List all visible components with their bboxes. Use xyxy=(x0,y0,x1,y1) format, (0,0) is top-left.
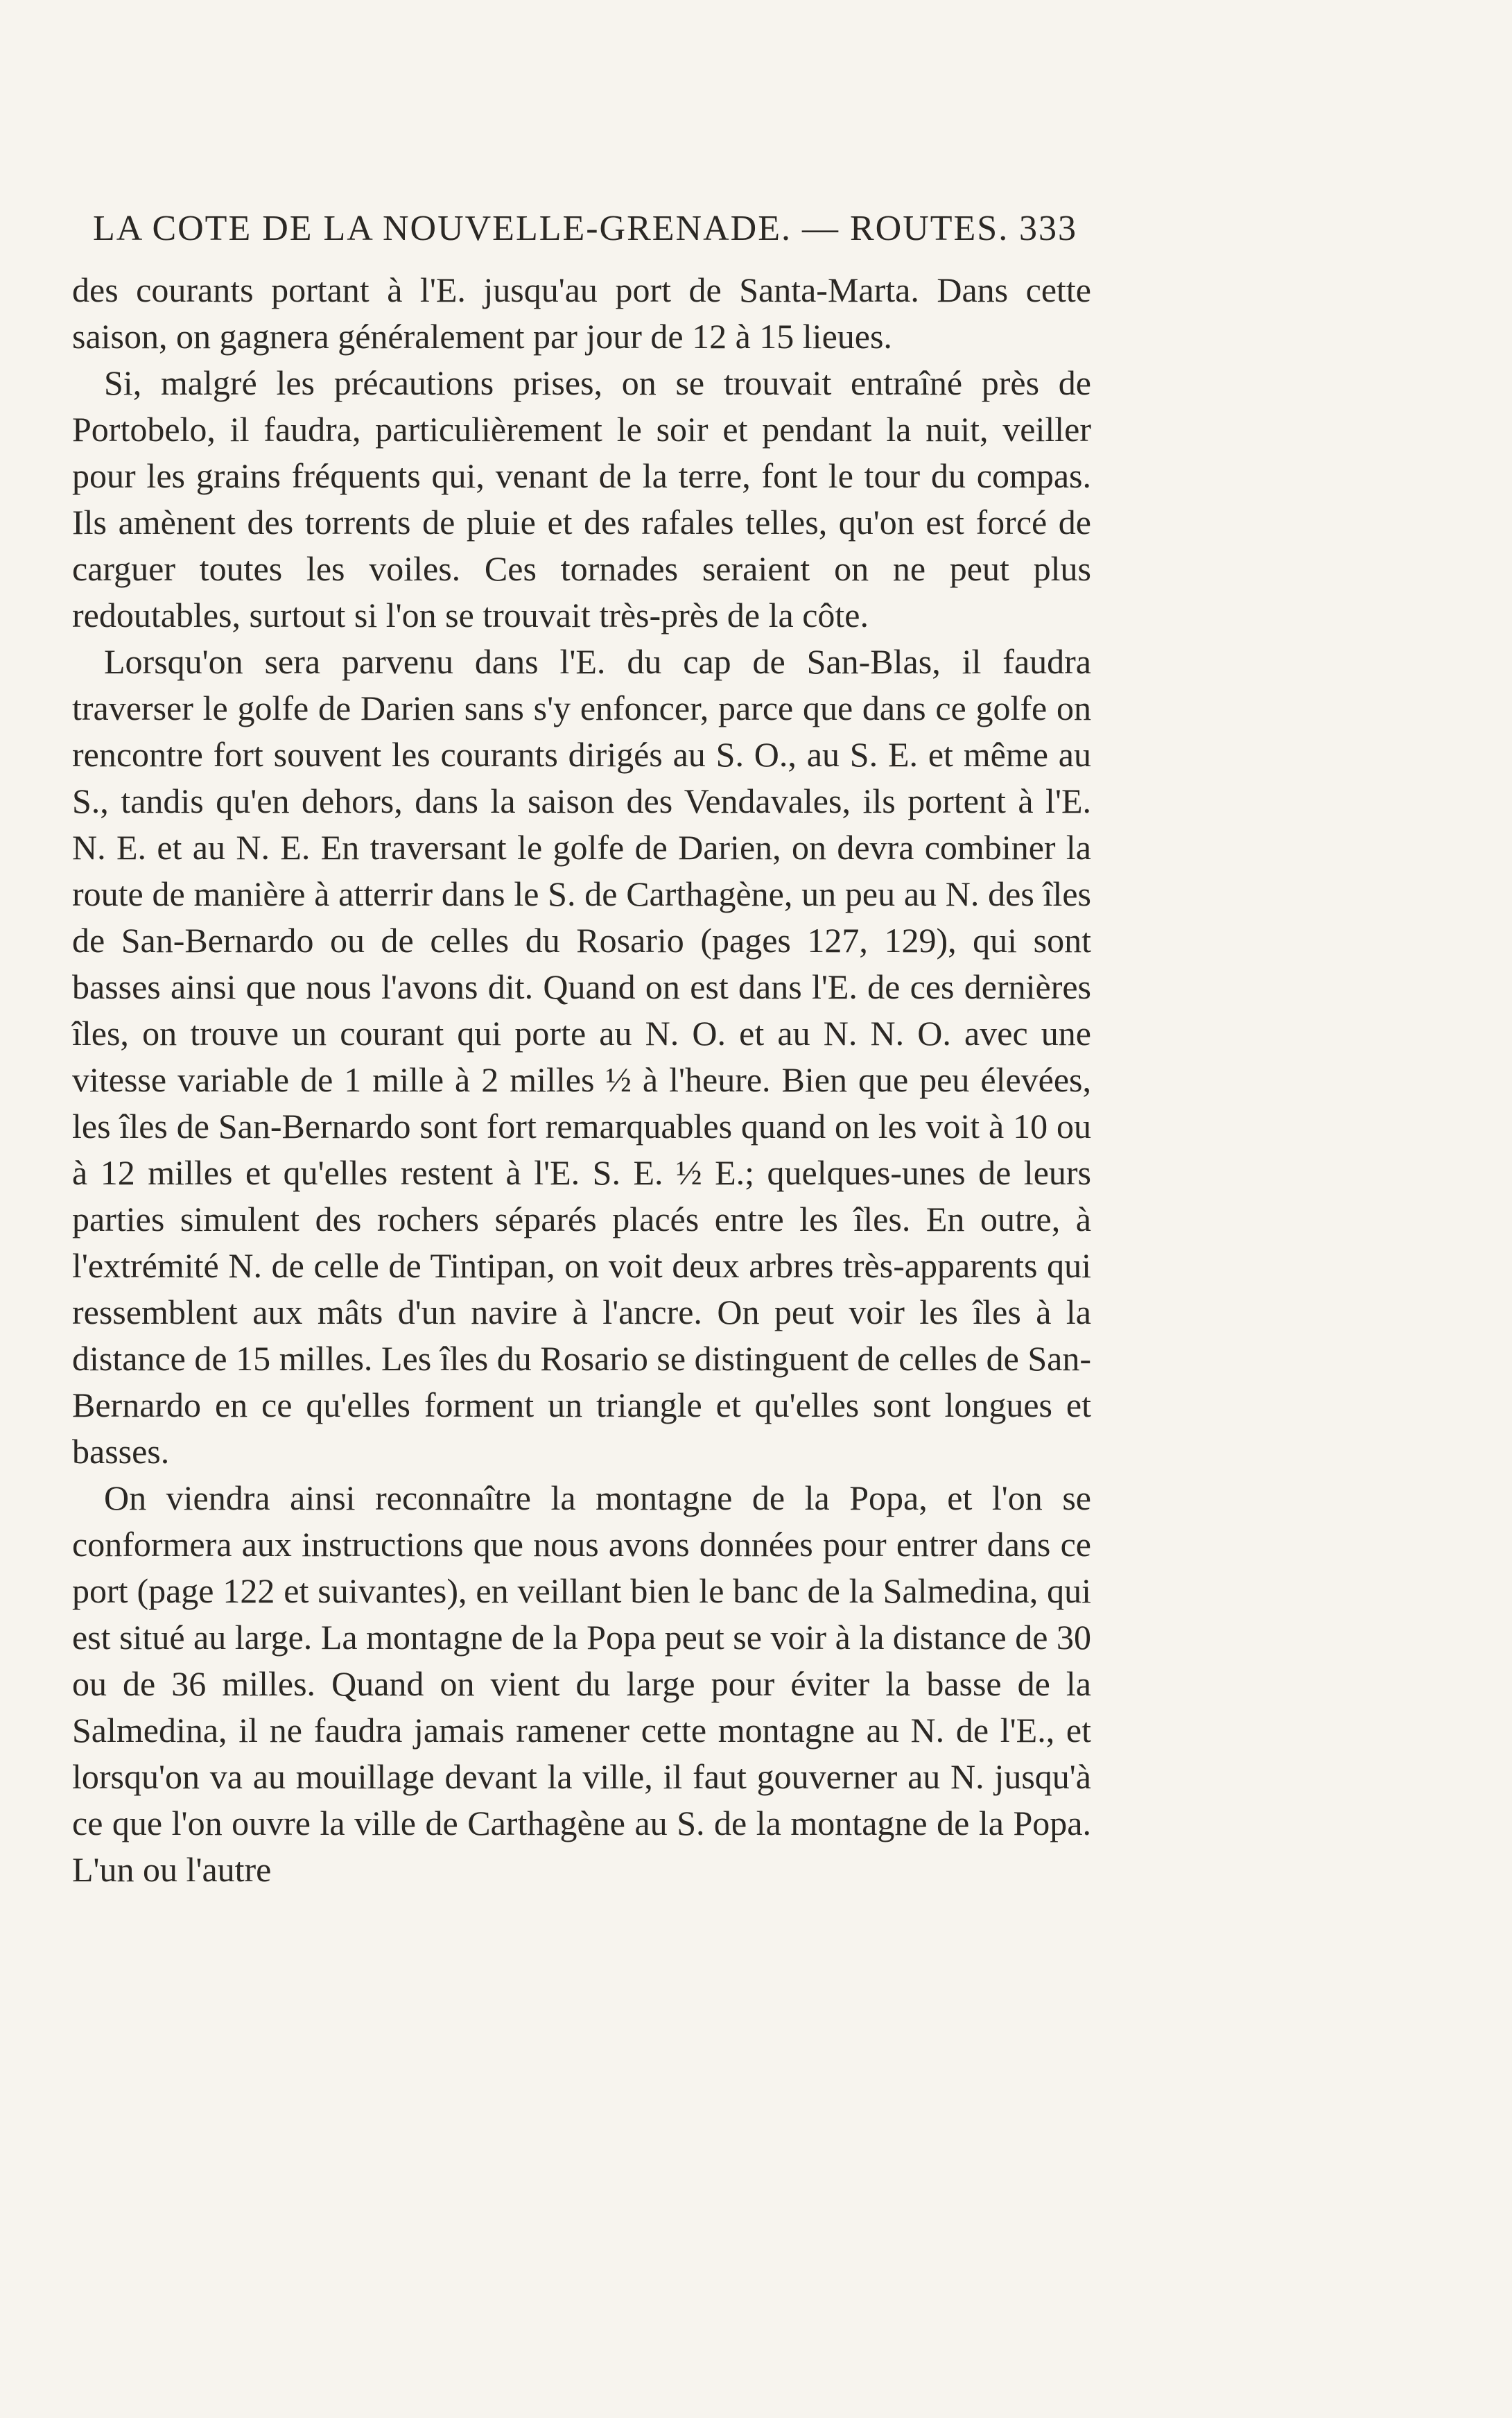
paragraph-darien: Lorsqu'on sera parvenu dans l'E. du cap de San-Blas, il faudra traverser le golfe de Darien sans s'y enfoncer, parce que dans ce golfe on rencontre fort souvent les courants dirigés au S. O., au S. E. et même au S., tandis qu'en dehors, dans la saison des Vendavales, ils portent à l'E. N. E. et au N. E. En traversant le golfe de Darien, on devra combiner la route de manière à atterrir dans le S. de Carthagène, un peu au N. des îles de San-Bernardo ou de celles du Rosario (pages 127, 129), qui sont basses ainsi que nous l'avons dit. Quand on est dans l'E. de ces dernières îles, on trouve un courant qui porte au N. O. et au N. N. O. avec une vitesse variable de 1 mille à 2 milles ½ à l'heure. Bien que peu élevées, les îles de San-Bernardo sont fort remarquables quand on les voit à 10 ou à 12 milles et qu'elles restent à l'E. S. E. ½ E.; quelques-unes de leurs parties simulent des rochers séparés placés entre les îles. En outre, à l'extrémité N. de celle de Tintipan, on voit deux arbres très-apparents qui ressemblent aux mâts d'un navire à l'ancre. On peut voir les îles à la distance de 15 milles. Les îles du Rosario se distinguent de celles de San-Bernardo en ce qu'elles forment un triangle et qu'elles sont longues et basses. xyxy=(72,642,1091,1471)
paragraph-popa: On viendra ainsi reconnaître la montagne de la Popa, et l'on se conformera aux instructions que nous avons données pour entrer dans ce port (page 122 et suivantes), en veillant bien le banc de la Salmedina, qui est situé au large. La montagne de la Popa peut se voir à la distance de 30 ou de 36 milles. Quand on vient du large pour éviter la basse de la Salmedina, il ne faudra jamais ramener cette montagne au N. de l'E., et lorsqu'on va au mouillage devant la ville, il faut gouverner au N. jusqu'à ce que l'on ouvre la ville de Carthagène au S. de la montagne de la Popa. L'un ou l'autre xyxy=(72,1478,1091,1889)
running-head xyxy=(93,201,1077,257)
paragraph-portobelo: Si, malgré les précautions prises, on se trouvait entraîné près de Portobelo, il faudra, particulièrement le soir et pendant la nuit, veiller pour les grains fréquents qui, venant de la terre, font le tour du compas. Ils amènent des torrents de pluie et des rafales telles, qu'on est forcé de carguer toutes les voiles. Ces tornades seraient on ne peut plus redoutables, surtout si l'on se trouvait très-près de la côte. xyxy=(72,363,1091,634)
body-text xyxy=(72,267,1091,1893)
running-head-title: LA COTE DE LA NOUVELLE-GRENADE. — ROUTES. xyxy=(93,209,1009,248)
page-number: 333 xyxy=(1019,209,1077,248)
paragraph-continued: des courants portant à l'E. jusqu'au port de Santa-Marta. Dans cette saison, on gagnera généralement par jour de 12 à 15 lieues. xyxy=(72,270,1091,356)
